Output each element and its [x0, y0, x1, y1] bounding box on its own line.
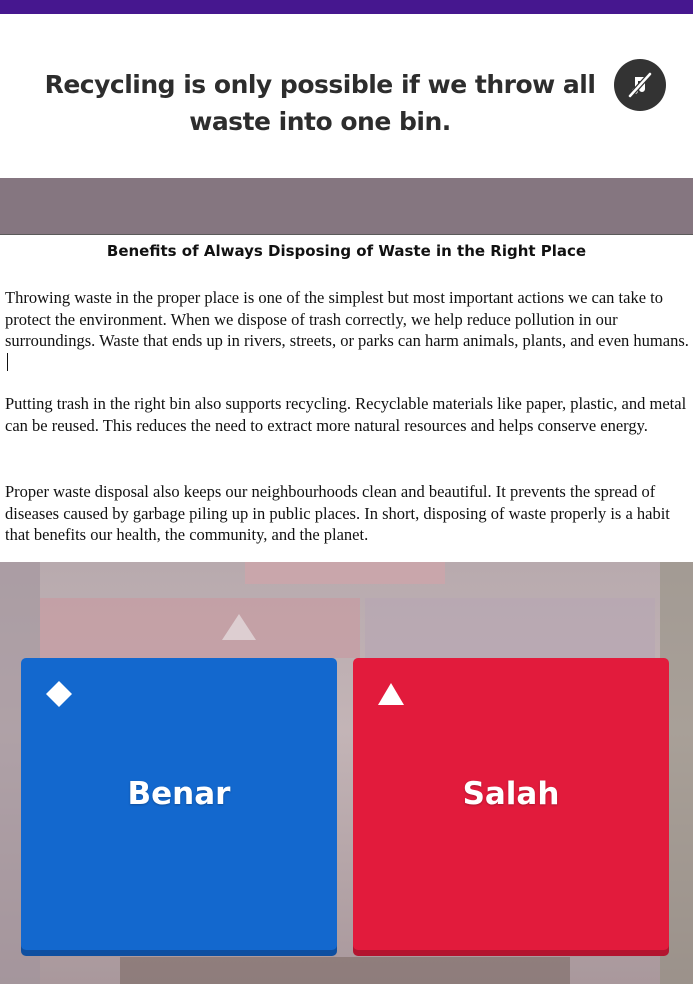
top-bar [0, 0, 693, 14]
document-paragraph: Putting trash in the right bin also supports recycling. Recyclable materials like paper, plastic, and metal can be reused. This reduces the need to extract more natural resources and helps conserve energy. [5, 394, 687, 435]
diamond-icon [43, 678, 75, 710]
mute-icon [625, 70, 655, 100]
mute-button[interactable] [614, 59, 666, 111]
text-cursor [7, 353, 8, 371]
answer-label: Benar [127, 776, 231, 812]
media-band [0, 178, 693, 234]
triangle-icon [375, 678, 407, 710]
document-paragraph: Throwing waste in the proper place is one of the simplest but most important actions we can take to protect the environment. When we dispose of trash correctly, we help reduce pollution in our surroundings. Waste that ends up in rivers, streets, or parks can harm animals, plants, and even humans. [5, 287, 689, 373]
document-panel [0, 235, 693, 562]
document-title: Benefits of Always Disposing of Waste in the Right Place [106, 242, 587, 260]
answer-label: Salah [462, 776, 560, 812]
document-paragraph: Proper waste disposal also keeps our neighbourhoods clean and beautiful. It prevents the spread of diseases caused by garbage piling up in public places. In short, disposing of waste properly is a habit that benefits our health, the community, and the planet. [5, 482, 670, 544]
question-panel [0, 14, 693, 178]
answer-button-benar[interactable] [21, 658, 337, 950]
question-text: Recycling is only possible if we throw all waste into one bin. [44, 70, 596, 136]
answer-button-salah[interactable] [353, 658, 669, 950]
